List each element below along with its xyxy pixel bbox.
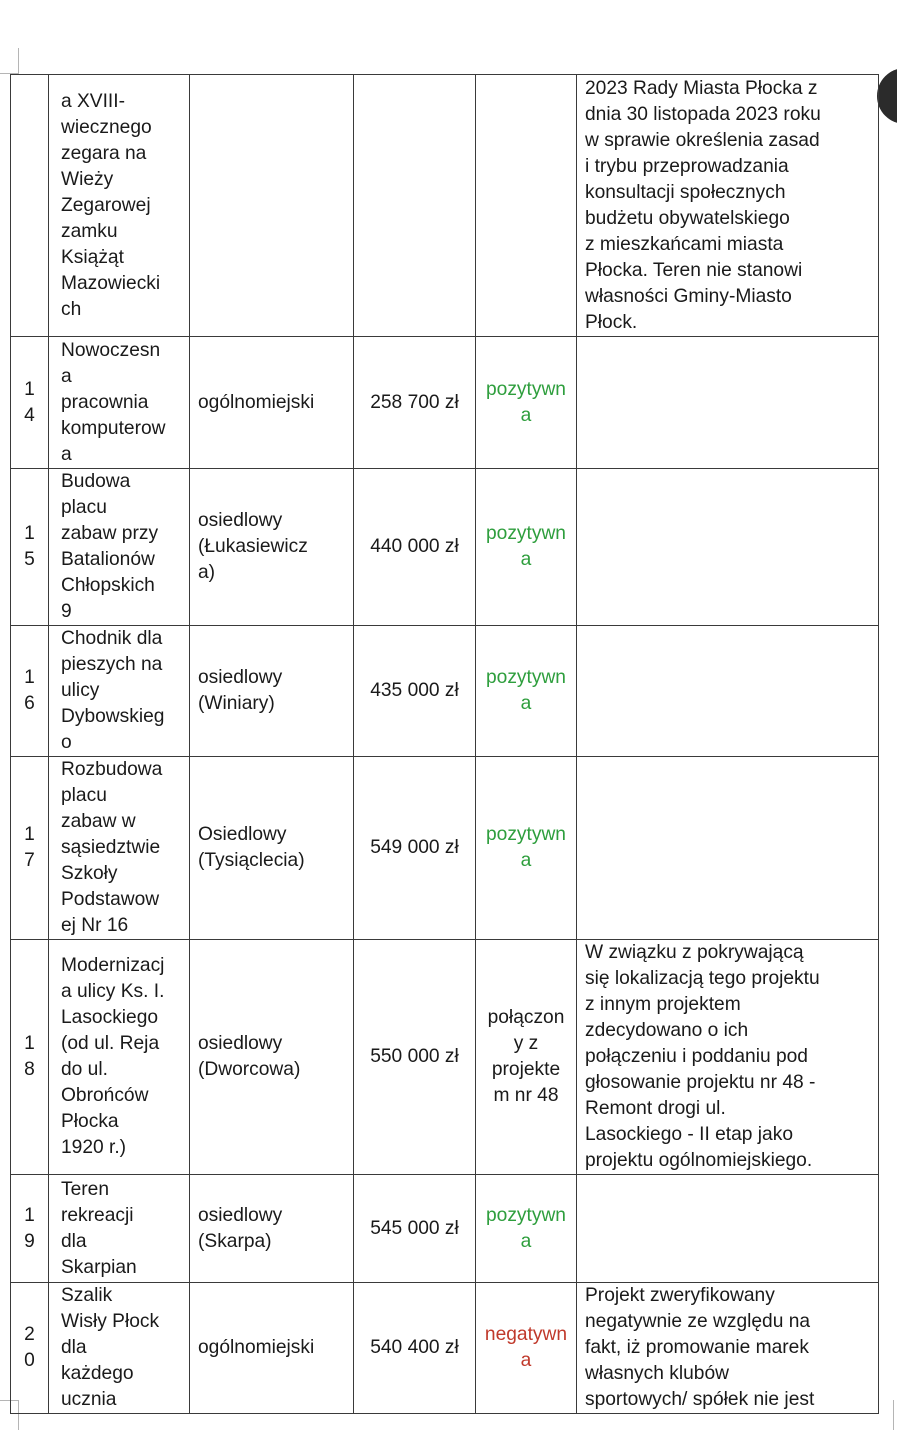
project-type [190, 940, 354, 1175]
project-cost: 550 000 zł [354, 940, 476, 1175]
cell-line: do ul. [61, 1059, 108, 1080]
row-number: 1 6 [11, 626, 49, 757]
cell-line: a [520, 1230, 532, 1252]
cell-line: y z [513, 1033, 539, 1054]
table-row [11, 469, 879, 626]
cell-line: (Dworcowa) [198, 1059, 301, 1080]
cell-line: ucznia [61, 1389, 117, 1410]
cell-line: sportowych/ spółek nie jest [585, 1389, 815, 1410]
project-name [49, 75, 190, 337]
verification-note [577, 75, 879, 337]
table-row [11, 75, 879, 337]
page-corner-mark-top [18, 48, 19, 74]
cell-line: Modernizacj [61, 955, 165, 976]
cell-line: osiedlowy [198, 510, 283, 531]
table-row [11, 940, 879, 1175]
project-name [49, 626, 190, 757]
cell-line: (Skarpa) [198, 1230, 272, 1252]
verification-status [476, 626, 577, 757]
cell-line: Teren [61, 1178, 109, 1200]
cell-line: osiedlowy [198, 1204, 283, 1226]
cell-line: osiedlowy [198, 1033, 283, 1054]
cell-line: Skarpian [61, 1256, 137, 1278]
cell-line: 9 [61, 601, 72, 622]
cell-line: Batalionów [61, 549, 155, 570]
cell-line: a [520, 850, 532, 871]
cell-line: Dybowskieg [61, 706, 165, 727]
project-name [49, 757, 190, 940]
projects-table [10, 74, 879, 1414]
cell-line: dnia 30 listopada 2023 roku [585, 103, 821, 125]
cell-line: a [520, 404, 532, 426]
cell-line: projekte [491, 1059, 561, 1080]
project-cost: 540 400 zł [354, 1283, 476, 1414]
cell-line: Rozbudowa [61, 759, 163, 780]
cell-line: ogólnomiejski [198, 391, 315, 413]
cell-line: każdego [61, 1363, 134, 1384]
cell-line: Projekt zweryfikowany [585, 1285, 775, 1306]
cell-line: a [61, 443, 72, 465]
cell-line: W związku z pokrywającą [585, 942, 804, 963]
cell-line: pozytywn [486, 824, 566, 845]
cell-line: Podstawow [61, 889, 160, 910]
cell-line: (Łukasiewicz [198, 536, 308, 557]
table-row [11, 1175, 879, 1283]
cell-line: zdecydowano o ich [585, 1020, 749, 1041]
cell-line: i trybu przeprowadzania [585, 155, 789, 177]
cell-line: Lasockiego - II etap jako [585, 1124, 793, 1145]
cell-line: połączon [487, 1007, 565, 1028]
verification-status [476, 1175, 577, 1283]
cell-line: 1920 r.) [61, 1137, 127, 1158]
cell-line: dla [61, 1337, 87, 1358]
project-name [49, 940, 190, 1175]
project-cost: 549 000 zł [354, 757, 476, 940]
cell-line: z mieszkańcami miasta [585, 233, 784, 255]
cell-line: ej Nr 16 [61, 915, 129, 936]
project-type [190, 757, 354, 940]
cell-line: Nowoczesn [61, 339, 161, 361]
project-name [49, 337, 190, 469]
project-cost: 440 000 zł [354, 469, 476, 626]
cell-line: konsultacji społecznych [585, 181, 786, 203]
cell-line: Osiedlowy [198, 824, 287, 845]
table-body [11, 75, 879, 1414]
cell-line: fakt, iż promowanie marek [585, 1337, 809, 1358]
project-type [190, 75, 354, 337]
cell-line: placu [61, 497, 107, 518]
cell-line: Wisły Płock [61, 1311, 160, 1332]
table-row [11, 1283, 879, 1414]
cell-line: 2023 Rady Miasta Płocka z [585, 77, 818, 99]
verification-status [476, 337, 577, 469]
cell-line: dla [61, 1230, 87, 1252]
row-number [11, 75, 49, 337]
cell-line: zamku [61, 220, 118, 242]
cell-line: a ulicy Ks. I. [61, 981, 165, 1002]
cell-line: w sprawie określenia zasad [585, 129, 820, 151]
verification-note [577, 337, 879, 469]
verification-status [476, 940, 577, 1175]
cell-line: budżetu obywatelskiego [585, 207, 790, 229]
cell-line: Szalik [61, 1285, 113, 1306]
project-type [190, 469, 354, 626]
row-number: 2 0 [11, 1283, 49, 1414]
cell-line: się lokalizacją tego projektu [585, 968, 820, 989]
row-number: 1 5 [11, 469, 49, 626]
project-type [190, 626, 354, 757]
cell-line: Szkoły [61, 863, 118, 884]
cell-line: osiedlowy [198, 667, 283, 688]
cell-line: Chłopskich [61, 575, 155, 596]
cell-line: a XVIII- [61, 90, 125, 112]
cell-line: własności Gminy-Miasto [585, 285, 792, 307]
verification-status [476, 469, 577, 626]
scroll-handle[interactable] [877, 68, 897, 124]
cell-line: własnych klubów [585, 1363, 729, 1384]
cell-line: pozytywn [486, 378, 566, 400]
cell-line: a [520, 693, 532, 714]
cell-line: Mazowiecki [61, 272, 161, 294]
cell-line: placu [61, 785, 107, 806]
verification-note [577, 626, 879, 757]
row-number: 1 8 [11, 940, 49, 1175]
cell-line: negatywn [484, 1324, 568, 1345]
cell-line: (od ul. Reja [61, 1033, 160, 1054]
verification-note [577, 1283, 879, 1414]
cell-line: pozytywn [486, 667, 566, 688]
cell-line: pozytywn [486, 523, 566, 544]
verification-note [577, 940, 879, 1175]
cell-line: ogólnomiejski [198, 1337, 315, 1358]
cell-line: połączeniu i poddaniu pod [585, 1046, 808, 1067]
verification-note [577, 1175, 879, 1283]
cell-line: pieszych na [61, 654, 163, 675]
cell-line: Płocka [61, 1111, 119, 1132]
cell-line: a [520, 549, 532, 570]
cell-line: zabaw przy [61, 523, 159, 544]
cell-line: rekreacji [61, 1204, 134, 1226]
cell-line: a [61, 365, 72, 387]
verification-status [476, 75, 577, 337]
cell-line: sąsiedztwie [61, 837, 161, 858]
row-number: 1 4 [11, 337, 49, 469]
project-cost: 435 000 zł [354, 626, 476, 757]
table-row [11, 337, 879, 469]
cell-line: Chodnik dla [61, 628, 163, 649]
cell-line: Lasockiego [61, 1007, 159, 1028]
cell-line: Płock. [585, 311, 638, 333]
cell-line: komputerow [61, 417, 166, 439]
project-name [49, 469, 190, 626]
table-row [11, 757, 879, 940]
project-cost: 258 700 zł [354, 337, 476, 469]
cell-line: Książąt [61, 246, 124, 268]
project-cost [354, 75, 476, 337]
cell-line: Wieży [61, 168, 114, 190]
cell-line: a) [198, 562, 216, 583]
cell-line: Obrońców [61, 1085, 149, 1106]
cell-line: zabaw w [61, 811, 136, 832]
cell-line: pracownia [61, 391, 149, 413]
project-name [49, 1175, 190, 1283]
cell-line: Remont drogi ul. [585, 1098, 726, 1119]
page-corner-mark-right [893, 1400, 894, 1430]
project-name [49, 1283, 190, 1414]
cell-line: ulicy [61, 680, 100, 701]
row-number: 1 9 [11, 1175, 49, 1283]
cell-line: a [520, 1350, 532, 1371]
cell-line: ch [61, 298, 82, 320]
verification-status [476, 757, 577, 940]
cell-line: Płocka. Teren nie stanowi [585, 259, 803, 281]
verification-status [476, 1283, 577, 1414]
cell-line: (Tysiąclecia) [198, 850, 305, 871]
cell-line: o [61, 732, 72, 753]
project-type [190, 337, 354, 469]
cell-line: pozytywn [486, 1204, 566, 1226]
project-type [190, 1283, 354, 1414]
project-cost: 545 000 zł [354, 1175, 476, 1283]
cell-line: negatywnie ze względu na [585, 1311, 811, 1332]
project-type [190, 1175, 354, 1283]
cell-line: m nr 48 [493, 1085, 559, 1106]
cell-line: z innym projektem [585, 994, 741, 1015]
cell-line: wiecznego [61, 116, 152, 138]
cell-line: Budowa [61, 471, 131, 492]
cell-line: Zegarowej [61, 194, 151, 216]
verification-note [577, 757, 879, 940]
cell-line: projektu ogólnomiejskiego. [585, 1150, 813, 1171]
cell-line: głosowanie projektu nr 48 - [585, 1072, 816, 1093]
row-number: 1 7 [11, 757, 49, 940]
cell-line: zegara na [61, 142, 147, 164]
table-row [11, 626, 879, 757]
cell-line: (Winiary) [198, 693, 275, 714]
verification-note [577, 469, 879, 626]
